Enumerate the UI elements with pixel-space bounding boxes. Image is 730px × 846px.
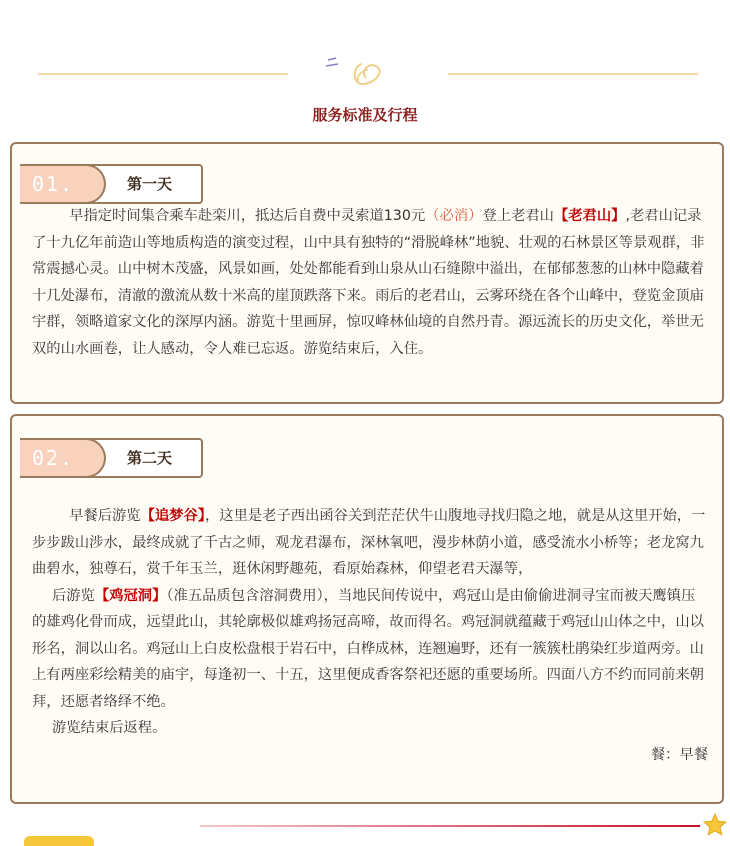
day-description (32, 203, 708, 362)
day-tab (20, 438, 203, 476)
closing-text: 游览结束后返程。 (52, 720, 167, 736)
attraction-name: 【追梦谷】 (140, 508, 205, 524)
attraction-name: 【老君山】 (553, 208, 626, 224)
day-number: 01. (20, 164, 106, 204)
desc-text: ，这里是老子西出函谷关到茫茫伏牛山腹地寻找归隐之地，就是从这里开始，一步步跋山涉水，最终成就了千古之师，观龙君瀑布，深林氧吧，漫步林荫小道，感受流水小桥等；老龙窝九曲碧水，独尊石，赏千年玉兰，逛休闲野趣苑，看原始森林，仰望老君天瀑等， (32, 508, 706, 577)
day-tab (20, 164, 203, 202)
footer-divider (200, 825, 700, 827)
desc-text: （准五品质包含溶洞费用），当地民间传说中，鸡冠山是由偷偷进洞寻宝而被天鹰镇压的雄鸡化骨而成，远望此山，其轮廓极似雄鸡扬冠高啼，故而得名。鸡冠洞就蕴藏于鸡冠山山体之中，山以形名，洞以山名。鸡冠山上白皮松盘根于岩石中，白桦成林，连翘遍野，还有一簇簇杜鹃染红步道两旁。山上有两座彩绘精美的庙宇，每逢初一、十五，这里便成香客祭祀还愿的重要场所。四面八方不约而同前来朝拜，还愿者络绎不绝。 (32, 587, 704, 710)
day-label: 第一天 (127, 175, 173, 193)
swirl-ornament-icon (322, 52, 394, 92)
desc-text: 早餐后游览 (69, 508, 141, 524)
day-label: 第二天 (127, 449, 173, 467)
desc-text: 登上老君山 (482, 208, 554, 224)
header-divider-right (448, 73, 698, 75)
meal-info: 餐：早餐 (650, 746, 708, 763)
attraction-name: 【鸡冠洞】 (94, 587, 167, 604)
day-card (10, 142, 724, 404)
day-card (10, 414, 724, 804)
mandatory-note: （必消） (425, 208, 483, 224)
day-description (32, 503, 708, 768)
desc-text: 早指定时间集合乘车赴栾川，抵达后自费中灵索道130元 (69, 208, 426, 224)
section-title: 服务标准及行程 (312, 106, 418, 124)
desc-text: ,老君山记录了十九亿年前造山等地质构造的演变过程，山中具有独特的“滑脱峰林”地貌、壮观的石林景区等景观群，非常震撼心灵。山中树木茂盛，风景如画，处处都能看到山泉从山石缝隙中溢出，在郁郁葱葱的山林中隐藏着十几处瀑布，清澈的激流从数十米高的崖顶跌落下来。雨后的老君山，云雾环绕在各个山峰中，登览金顶庙宇群，领略道家文化的深厚内涵。游览十里画屏，惊叹峰林仙境的自然丹青。源远流长的历史文化，举世无双的山水画卷，让人感动，令人难已忘返。游览结束后，入住。 (32, 208, 705, 357)
day-number: 02. (20, 438, 106, 478)
star-icon (702, 812, 728, 838)
header-divider-left (38, 73, 288, 75)
desc-text: 后游览 (52, 587, 95, 604)
next-section-tab (24, 836, 94, 846)
